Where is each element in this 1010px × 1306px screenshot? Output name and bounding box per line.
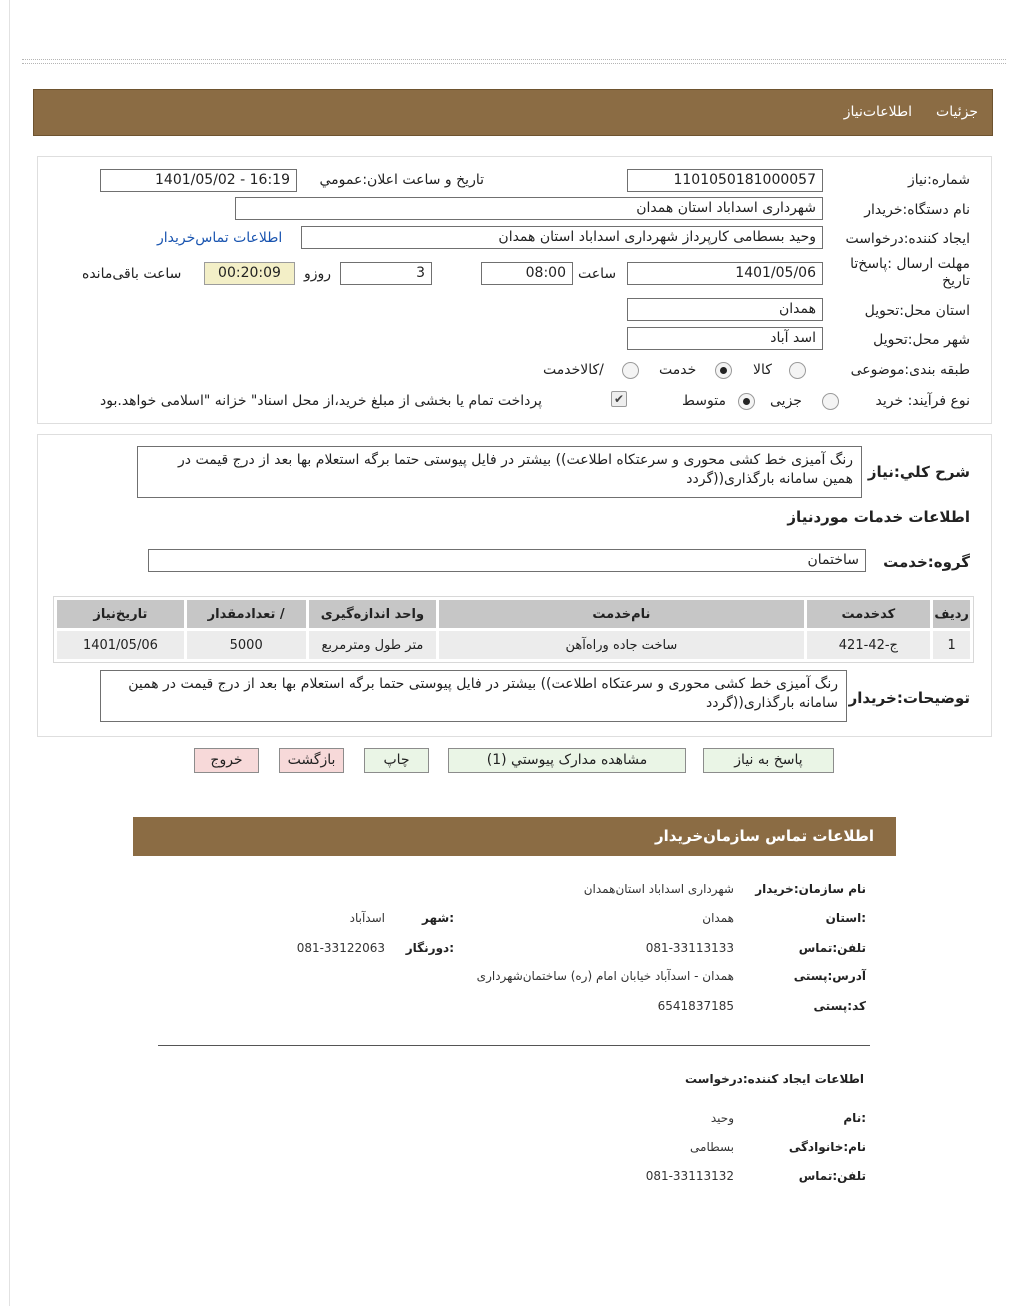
top-divider <box>22 59 1006 64</box>
contact-section-header <box>133 817 896 856</box>
deadline-label: مهلت ارسال :پاسخ‌تا تاریخ <box>850 256 970 289</box>
contact-province-value: همدان <box>702 911 734 925</box>
category-service-radio[interactable] <box>715 362 732 379</box>
col-service-code: کدخدمت <box>807 600 931 628</box>
service-group-label: گروه:خدمت <box>883 553 970 571</box>
category-both-radio[interactable] <box>622 362 639 379</box>
creator-label: ایجاد کننده:درخواست <box>845 231 970 247</box>
service-group-field: ساختمان <box>148 549 866 572</box>
contact-org-label: نام سازمان:خریدار <box>755 882 866 896</box>
cell-service-code: ج-42-421 <box>807 631 931 659</box>
category-goods-radio[interactable] <box>789 362 806 379</box>
remaining-time-label: ساعت باقی‌مانده <box>82 266 182 282</box>
page-left-border <box>9 0 10 1306</box>
announce-date-label: تاریخ و ساعت اعلان:عمومي <box>319 172 484 188</box>
remaining-time-field: 00:20:09 <box>204 262 295 285</box>
category-label: طبقه بندی:موضوعی <box>850 362 970 378</box>
table-header-row <box>57 600 970 628</box>
contact-divider <box>158 1045 870 1046</box>
contact-city-value: اسدآباد <box>349 911 385 925</box>
cell-row-number: 1 <box>933 631 970 659</box>
payment-treasury-checkbox[interactable]: ✔ <box>611 391 627 407</box>
process-medium-label: متوسط <box>682 393 726 409</box>
creator-name-label: :نام <box>843 1111 866 1125</box>
col-service-name: نام‌خدمت <box>439 600 803 628</box>
province-field: همدان <box>627 298 823 321</box>
print-button[interactable]: چاپ <box>364 748 429 773</box>
process-medium-radio[interactable] <box>738 393 755 410</box>
creator-family-value: بسطامی <box>690 1140 734 1154</box>
table-row <box>57 631 970 659</box>
summary-label: شرح کلي:نیاز <box>867 463 970 481</box>
buyer-notes-text: رنگ آمیزی خط کشی محوری و سرعتکاه اطلاعت)) بیشتر در فایل پیوستی حتما برگه استعلام بها بعد از درج قیمت در همین سامانه بارگذاری((گردد <box>100 670 847 722</box>
days-label: روزو <box>304 266 332 282</box>
need-number-field: 1101050181000057 <box>627 169 823 192</box>
announce-date-field: 1401/05/02 - 16:19 <box>100 169 297 192</box>
category-goods-label: کالا <box>753 362 772 378</box>
col-need-date: تاریخ‌نیاز <box>57 600 184 628</box>
creator-info-title: اطلاعات ایجاد کننده:درخواست <box>684 1072 864 1086</box>
city-label: شهر محل:تحویل <box>873 332 970 348</box>
days-field: 3 <box>340 262 432 285</box>
contact-org-value: شهرداری اسداباد استان‌همدان <box>583 882 734 896</box>
services-section-title: اطلاعات خدمات موردنیاز <box>787 508 970 526</box>
contact-phone-label: تلفن:تماس <box>798 941 866 955</box>
process-minor-label: جزیی <box>770 393 802 409</box>
tab-need-info[interactable]: اطلاعات‌نیاز <box>843 104 913 120</box>
view-attachments-button[interactable]: مشاهده مدارک پیوستي (1) <box>448 748 686 773</box>
buyer-contact-link[interactable]: اطلاعات تماس‌خریدار <box>157 230 283 246</box>
city-field: اسد آباد <box>627 327 823 350</box>
contact-fax-value: 081-33122063 <box>296 941 385 955</box>
contact-phone-value: 081-33113133 <box>645 941 734 955</box>
creator-family-label: نام:خانوادگی <box>788 1140 866 1154</box>
services-table <box>53 596 974 663</box>
category-service-label: خدمت <box>659 362 697 378</box>
cell-quantity: 5000 <box>187 631 306 659</box>
creator-phone-value: 081-33113132 <box>645 1169 734 1183</box>
exit-button[interactable]: خروج <box>194 748 259 773</box>
province-label: استان محل:تحویل <box>864 303 970 319</box>
col-row-number: ردیف <box>933 600 970 628</box>
deadline-date-field: 1401/05/06 <box>627 262 823 285</box>
process-minor-radio[interactable] <box>822 393 839 410</box>
deadline-time-field: 08:00 <box>481 262 573 285</box>
contact-address-label: آدرس:پستی <box>793 969 866 983</box>
summary-text: رنگ آمیزی خط کشی محوری و سرعتکاه اطلاعت)) بیشتر در فایل پیوستی حتما برگه استعلام بها بعد از درج قیمت در همین سامانه بارگذاری((گردد <box>137 446 862 498</box>
tab-details[interactable]: جزئیات <box>936 104 978 120</box>
contact-fax-label: :دورنگار <box>405 941 454 955</box>
need-number-label: شماره:نیاز <box>907 172 970 188</box>
buyer-org-label: نام دستگاه:خریدار <box>864 202 970 218</box>
contact-province-label: :استان <box>825 911 866 925</box>
buyer-org-field: شهرداری اسداباد استان همدان <box>235 197 823 220</box>
reply-button[interactable]: پاسخ به نیاز <box>703 748 834 773</box>
contact-address-value: همدان - اسدآباد خیابان امام (ره) ساختمان‌شهرداری <box>476 969 734 983</box>
creator-phone-label: تلفن:تماس <box>798 1169 866 1183</box>
process-type-label: نوع فرآیند: خرید <box>875 393 970 409</box>
back-button[interactable]: بازگشت <box>279 748 344 773</box>
category-both-label: /کالاخدمت <box>543 362 604 378</box>
col-quantity: / تعدادمقدار <box>187 600 306 628</box>
payment-treasury-note: پرداخت تمام یا بخشی از مبلغ خرید،از محل اسناد" خزانه "اسلامی خواهد.بود <box>100 393 543 409</box>
buyer-notes-label: توضیحات:خریدار <box>848 689 970 707</box>
header-bar <box>33 89 993 136</box>
contact-postal-label: کد:پستی <box>813 999 866 1013</box>
cell-need-date: 1401/05/06 <box>57 631 184 659</box>
deadline-time-label: ساعت <box>578 266 617 282</box>
col-unit: واحد اندازه‌گیری <box>309 600 437 628</box>
cell-unit: متر طول ومترمربع <box>309 631 437 659</box>
creator-name-value: وحید <box>710 1111 734 1125</box>
creator-field: وحید بسطامی کارپرداز شهرداری اسداباد استان همدان <box>301 226 823 249</box>
cell-service-name: ساخت جاده وراه‌آهن <box>439 631 803 659</box>
contact-postal-value: 6541837185 <box>657 999 734 1013</box>
contact-section-title: اطلاعات تماس سازمان‌خریدار <box>654 827 874 845</box>
contact-city-label: :شهر <box>422 911 454 925</box>
